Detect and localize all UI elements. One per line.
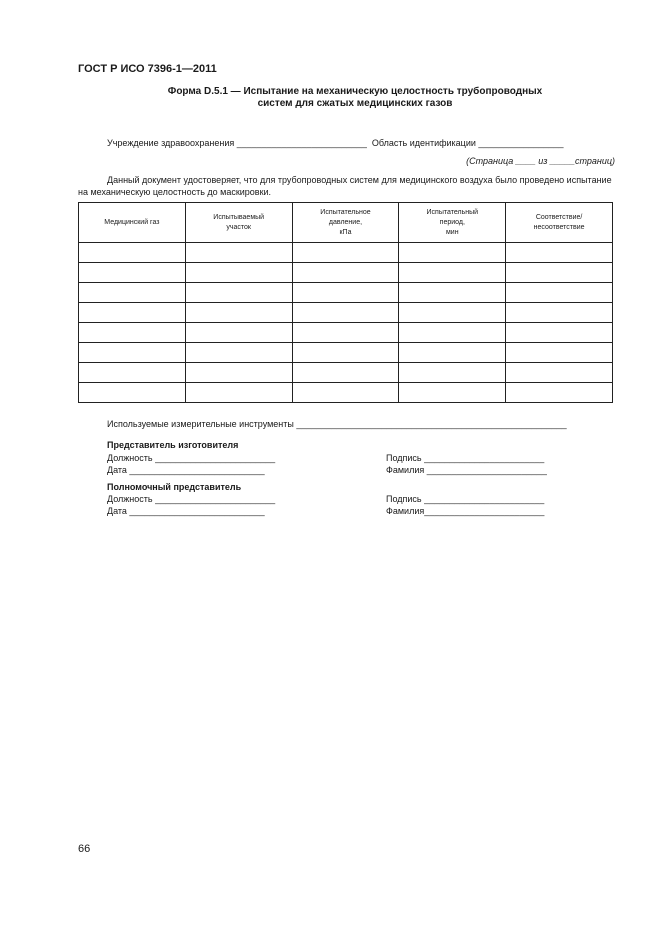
form-title-line1: Форма D.5.1 — Испытание на механическую целостность трубопроводных xyxy=(167,86,543,97)
institution-area-line xyxy=(107,138,564,148)
table-cell[interactable] xyxy=(79,323,186,343)
authorized-position-field[interactable]: Должность ________________________ xyxy=(107,494,276,504)
table-row xyxy=(79,383,613,403)
institution-field[interactable]: Учреждение здравоохранения __________________________ xyxy=(107,138,367,148)
table-cell[interactable] xyxy=(399,263,506,283)
column-header xyxy=(79,203,186,243)
table-cell[interactable] xyxy=(79,303,186,323)
column-header-text: несоответствие xyxy=(533,223,585,231)
table-cell[interactable] xyxy=(185,243,292,263)
table-cell[interactable] xyxy=(506,283,613,303)
table-row xyxy=(79,243,613,263)
table-cell[interactable] xyxy=(79,343,186,363)
table-cell[interactable] xyxy=(292,303,399,323)
table-row xyxy=(79,283,613,303)
column-header-text: Испытательный xyxy=(426,208,479,216)
table-cell[interactable] xyxy=(399,383,506,403)
table-cell[interactable] xyxy=(399,243,506,263)
table-cell[interactable] xyxy=(506,303,613,323)
table-row xyxy=(79,363,613,383)
form-title-line2: систем для сжатых медицинских газов xyxy=(257,98,453,109)
table-cell[interactable] xyxy=(292,383,399,403)
table-row xyxy=(79,323,613,343)
table-row xyxy=(79,343,613,363)
table-row xyxy=(79,303,613,323)
table-cell[interactable] xyxy=(506,323,613,343)
table-cell[interactable] xyxy=(79,243,186,263)
table-cell[interactable] xyxy=(185,383,292,403)
column-header-text: давление, xyxy=(328,218,363,226)
table-cell[interactable] xyxy=(292,323,399,343)
table-cell[interactable] xyxy=(185,363,292,383)
identification-area-field[interactable]: Область идентификации _________________ xyxy=(371,138,564,148)
page-count-field: (Страница ____ из _____страниц) xyxy=(466,156,615,166)
manufacturer-surname-field[interactable]: Фамилия ________________________ xyxy=(386,465,547,475)
column-header-text: период, xyxy=(439,218,465,226)
authorized-date-field[interactable]: Дата ___________________________ xyxy=(107,506,265,516)
manufacturer-signature-field[interactable]: Подпись ________________________ xyxy=(386,453,545,463)
column-header-text: Испытательное xyxy=(320,208,371,216)
authorized-rep-heading: Полномочный представитель xyxy=(107,482,242,492)
column-header xyxy=(506,203,613,243)
table-cell[interactable] xyxy=(399,323,506,343)
table-cell[interactable] xyxy=(79,283,186,303)
table-cell[interactable] xyxy=(185,283,292,303)
instruments-field[interactable]: Используемые измерительные инструменты ______________________________________________________ xyxy=(107,419,567,429)
manufacturer-position-field[interactable]: Должность ________________________ xyxy=(107,453,276,463)
table-cell[interactable] xyxy=(185,343,292,363)
table-cell[interactable] xyxy=(399,343,506,363)
table-cell[interactable] xyxy=(185,263,292,283)
manufacturer-rep-heading: Представитель изготовителя xyxy=(107,440,239,450)
table-cell[interactable] xyxy=(79,383,186,403)
test-results-table xyxy=(78,202,613,403)
table-cell[interactable] xyxy=(399,283,506,303)
table-cell[interactable] xyxy=(399,363,506,383)
column-header xyxy=(185,203,292,243)
table-cell[interactable] xyxy=(79,263,186,283)
column-header-text: мин xyxy=(445,228,459,236)
table-cell[interactable] xyxy=(292,243,399,263)
table-cell[interactable] xyxy=(506,383,613,403)
table-cell[interactable] xyxy=(292,283,399,303)
manufacturer-date-field[interactable]: Дата ___________________________ xyxy=(107,465,265,475)
column-header xyxy=(399,203,506,243)
table-cell[interactable] xyxy=(506,363,613,383)
statement-paragraph: Данный документ удостоверяет, что для трубопроводных систем для медицинского воздуха было проведено испытание на механическую целостность до маскировки. xyxy=(78,175,612,197)
authorized-surname-field[interactable]: Фамилия________________________ xyxy=(386,506,545,516)
table-cell[interactable] xyxy=(79,363,186,383)
column-header-text: Медицинский газ xyxy=(104,218,160,226)
column-header-text: Соответствие/ xyxy=(535,213,583,221)
column-header-text: участок xyxy=(226,223,251,231)
column-header xyxy=(292,203,399,243)
table-cell[interactable] xyxy=(292,343,399,363)
table-cell[interactable] xyxy=(506,243,613,263)
standard-id: ГОСТ Р ИСО 7396-1—2011 xyxy=(78,63,217,75)
page-number: 66 xyxy=(78,843,91,855)
table-cell[interactable] xyxy=(292,363,399,383)
table-cell[interactable] xyxy=(506,343,613,363)
column-header-text: кПа xyxy=(339,228,352,236)
table-cell[interactable] xyxy=(185,323,292,343)
table-cell[interactable] xyxy=(292,263,399,283)
table-cell[interactable] xyxy=(185,303,292,323)
table-cell[interactable] xyxy=(506,263,613,283)
table-header-row xyxy=(79,203,613,243)
table-row xyxy=(79,263,613,283)
authorized-signature-field[interactable]: Подпись ________________________ xyxy=(386,494,545,504)
column-header-text: Испытываемый xyxy=(213,213,265,221)
table-cell[interactable] xyxy=(399,303,506,323)
